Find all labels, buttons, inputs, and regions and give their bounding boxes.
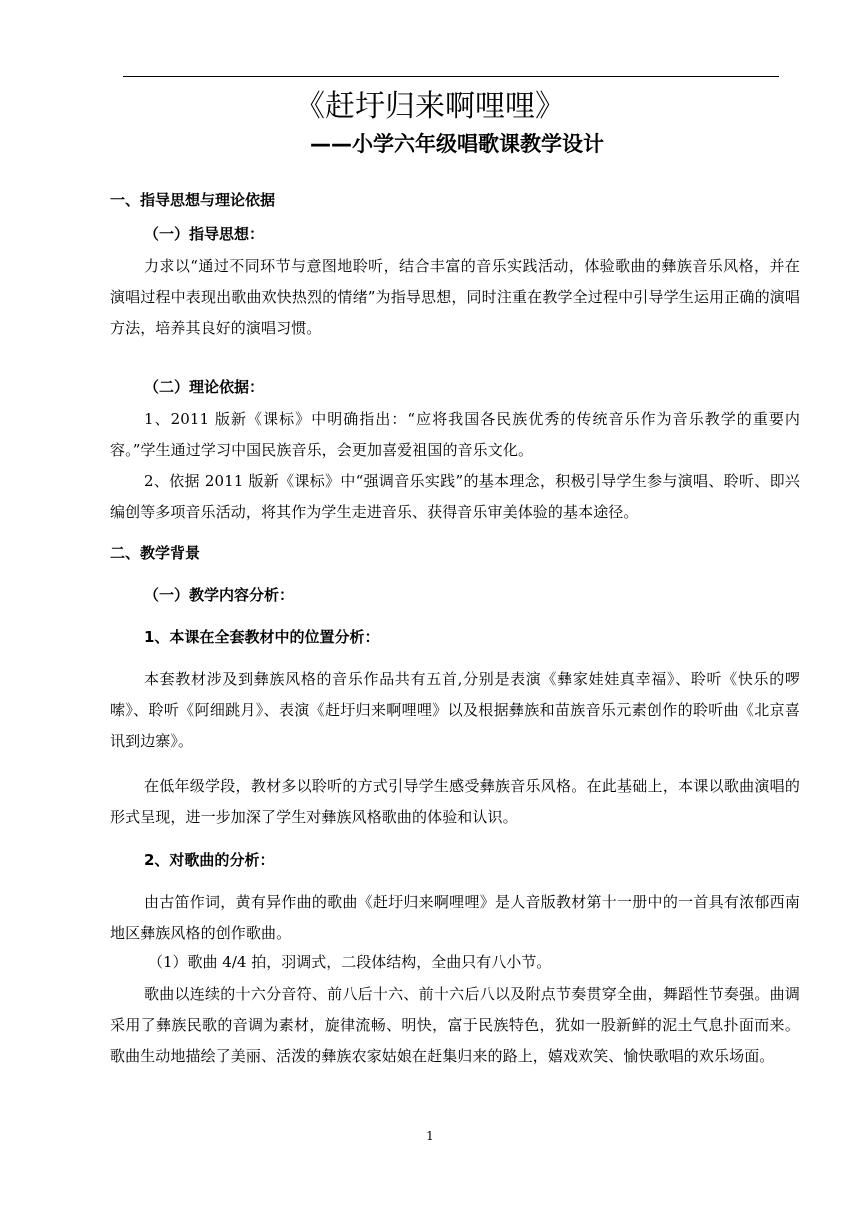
song-item-1: （1）歌曲 4/4 拍，羽调式，二段体结构，全曲只有八小节。 (148, 953, 552, 971)
document-title: 《赶圩归来啊哩哩》 (295, 89, 565, 124)
subsection-heading-content-analysis: （一）教学内容分析： (144, 586, 295, 604)
paragraph-guiding-idea: 力求以“通过不同环节与意图地聆听，结合丰富的音乐实践活动，体验歌曲的彝族音乐风格，并在演唱过程中表现出歌曲欢快热烈的情绪”为指导思想，同时注重在教学全过程中引导学生运用正确的演唱方法，培养其良好的演唱习惯。 (110, 257, 800, 337)
page-number: 1 (426, 1129, 434, 1143)
section-heading-background: 二、教学背景 (110, 544, 201, 562)
paragraph-song-1: 由古笛作词，黄有异作曲的歌曲《赶圩归来啊哩哩》是人音版教材第十一册中的一首具有浓郁西南地区彝族风格的创作歌曲。 (110, 893, 800, 942)
point-heading-position: 1、本课在全套教材中的位置分析： (144, 628, 380, 646)
paragraph-song-2: 歌曲以连续的十六分音符、前八后十六、前十六后八以及附点节奏贯穿全曲，舞蹈性节奏强。曲调采用了彝族民歌的音调为素材，旋律流畅、明快，富于民族特色，犹如一股新鲜的泥土气息扑面而来。歌曲生动地描绘了美丽、活泼的彝族农家姑娘在赶集归来的路上，嬉戏欢笑、愉快歌唱的欢乐场面。 (110, 985, 800, 1065)
paragraph-theory-1: 1、2011 版新《课标》中明确指出：“应将我国各民族优秀的传统音乐作为音乐教学的重要内容。”学生通过学习中国民族音乐，会更加喜爱祖国的音乐文化。 (110, 410, 800, 459)
document-body (110, 187, 800, 1072)
paragraph-position-2: 在低年级学段，教材多以聆听的方式引导学生感受彝族音乐风格。在此基础上，本课以歌曲演唱的形式呈现，进一步加深了学生对彝族风格歌曲的体验和认识。 (110, 777, 800, 826)
paragraph-position-1: 本套教材涉及到彝族风格的音乐作品共有五首,分别是表演《彝家娃娃真幸福》、聆听《快乐的啰嗦》、聆听《阿细跳月》、表演《赶圩归来啊哩哩》以及根据彝族和苗族音乐元素创作的聆听曲《北京喜讯到边寨》。 (110, 670, 800, 750)
point-heading-song-analysis: 2、对歌曲的分析： (144, 851, 275, 869)
paragraph-theory-2: 2、依据 2011 版新《课标》中“强调音乐实践”的基本理念，积极引导学生参与演唱、聆听、即兴编创等多项音乐活动，将其作为学生走进音乐、获得音乐审美体验的基本途径。 (110, 472, 800, 521)
document-subtitle: ——小学六年级唱歌课教学设计 (310, 132, 604, 156)
section-heading-guiding: 一、指导思想与理论依据 (110, 191, 276, 209)
subsection-heading-guiding-idea: （一）指导思想： (144, 225, 265, 243)
header-rule (123, 76, 779, 77)
subsection-heading-theory: （二）理论依据： (144, 378, 265, 396)
